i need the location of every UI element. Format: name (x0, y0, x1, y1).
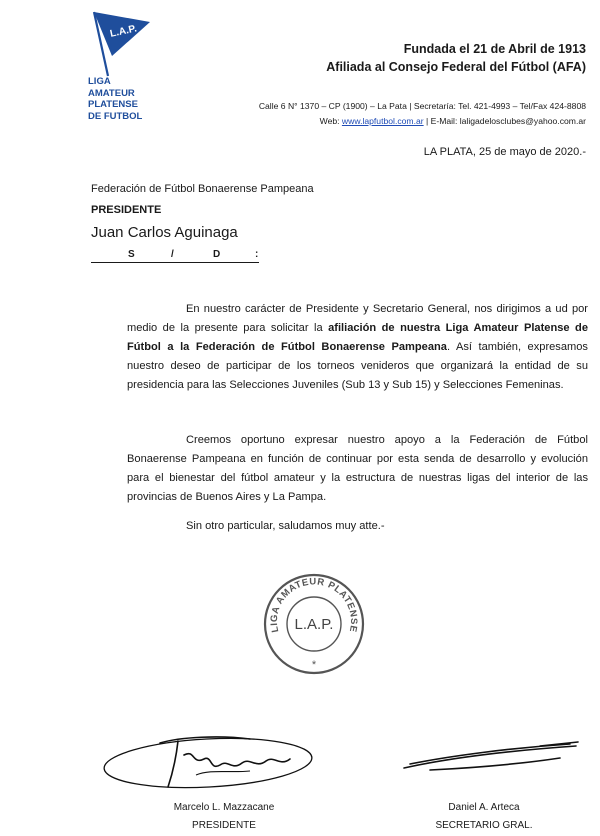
sd-underline (91, 249, 259, 263)
address-line: Calle 6 N° 1370 – CP (1900) – La Pata | Secretaría: Tel. 421-4993 – Tel/Fax 424-8808 (258, 101, 586, 111)
affiliation: Afiliada al Consejo Federal del Fútbol (AFA) (326, 60, 586, 74)
website-link[interactable]: www.lapfutbol.com.ar (341, 116, 424, 126)
logo-line: LIGA (88, 76, 111, 87)
p1-text-a: En nuestro carácter de Presidente y Secretario General, nos dirigimos a ud por medio de la presente para solicitar la (127, 303, 588, 334)
logo-line: PLATENSE (88, 99, 138, 110)
secretary-name: Daniel A. Arteca (448, 802, 520, 813)
league-logo-text (88, 76, 168, 122)
sd-slash: / (171, 249, 174, 260)
president-role: PRESIDENTE (192, 820, 256, 831)
secretary-signature (400, 738, 580, 778)
email-text: | E-Mail: laligadelosclubes@yahoo.com.ar (426, 116, 586, 126)
recipient-name: Juan Carlos Aguinaga (91, 224, 238, 241)
stamp-star: * (311, 659, 317, 671)
recipient-title: PRESIDENTE (91, 204, 162, 216)
p1-bold-text: afiliación de nuestra Liga Amateur Platense de Fútbol a la Federación de Fútbol Bonaerense Pampeana (127, 322, 588, 353)
logo-line: AMATEUR (88, 87, 135, 99)
p2-text: Creemos oportuno expresar nuestro apoyo a la Federación de Fútbol Bonaerense Pampeana en función de continuar por esta senda de desarrollo y evolución para el bienestar del fútbol amateur y la estructura de nuestras ligas del interior de las provincias de Buenos Aires y La Pampa. (127, 434, 588, 503)
sd-letter: D (213, 249, 221, 260)
sd-colon: : (255, 249, 259, 260)
body-paragraph-1 (127, 300, 588, 395)
stamp-ring-text: LIGA AMATEUR PLATENSE (268, 576, 360, 634)
president-name: Marcelo L. Mazzacane (173, 802, 275, 813)
p1-text-b: . Así también, expresamos nuestro deseo de participar de los torneos venideros que organizará la entidad de su presidencia para las Selecciones Juveniles (Sub 13 y Sub 15) y Selecciones Femeninas. (127, 341, 588, 391)
body-paragraph-2 (127, 431, 588, 507)
closing-line: Sin otro particular, saludamos muy atte.- (186, 520, 385, 532)
league-stamp (262, 572, 366, 676)
contact-line (320, 116, 586, 126)
stamp-center-text: L.A.P. (294, 616, 334, 633)
founded-date: Fundada el 21 de Abril de 1913 (403, 42, 586, 56)
recipient-organization: Federación de Fútbol Bonaerense Pampeana (91, 183, 314, 195)
sd-letter: S (128, 249, 135, 260)
secretary-role: SECRETARIO GRAL. (435, 820, 533, 831)
web-label: Web: (319, 116, 340, 126)
logo-flag-text: L.A.P. (109, 23, 138, 40)
league-logo-flag (88, 8, 152, 78)
letter-date: LA PLATA, 25 de mayo de 2020.- (423, 146, 586, 158)
president-signature (100, 725, 322, 795)
logo-line: DE FUTBOL (88, 110, 143, 122)
